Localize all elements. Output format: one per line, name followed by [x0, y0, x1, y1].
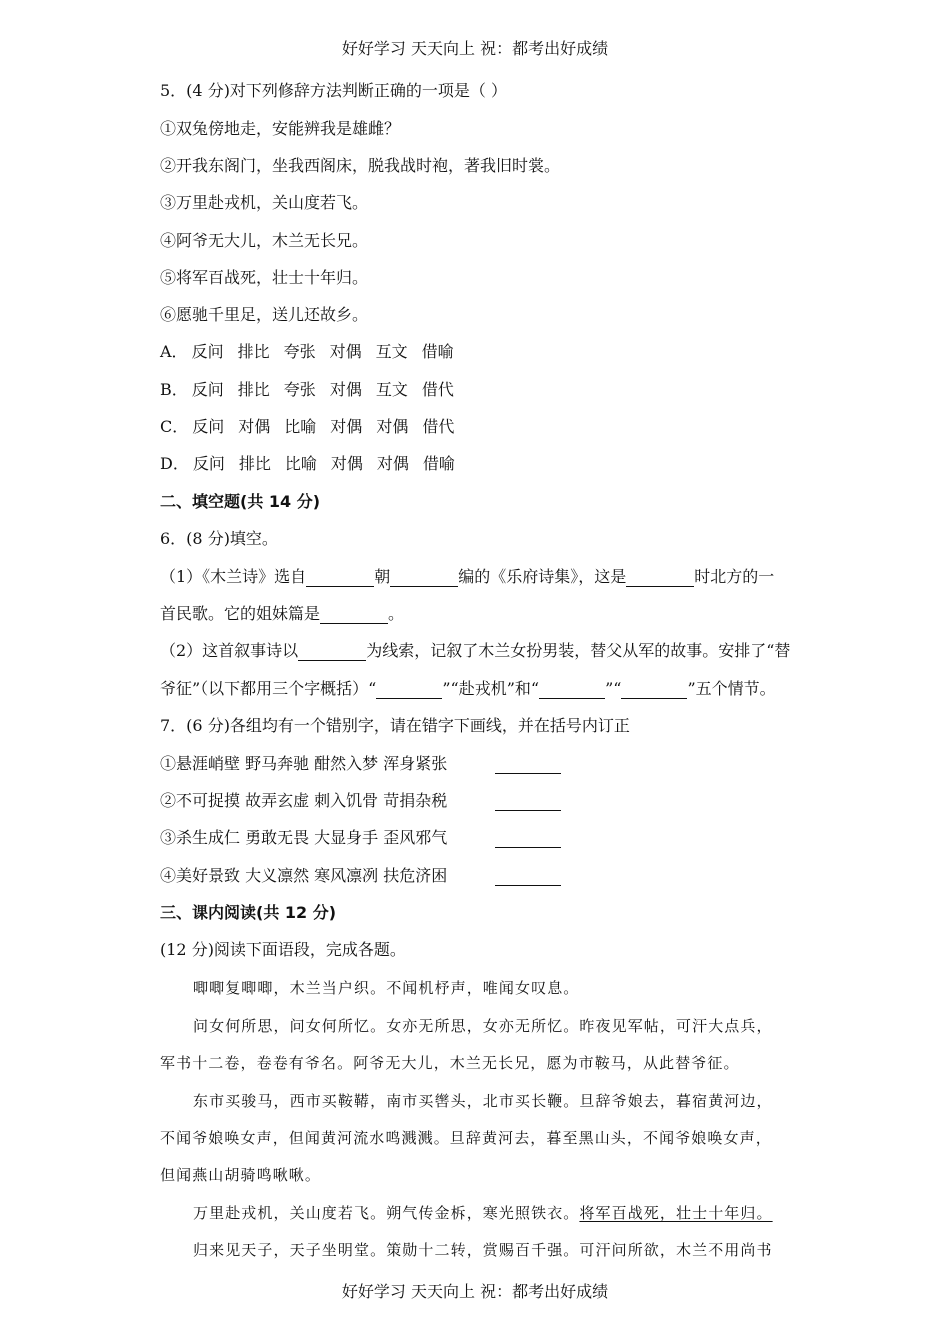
fill-blank[interactable]: [539, 682, 605, 699]
option-word: 夸张: [283, 342, 316, 361]
section-2-heading: 二、填空题(共 14 分): [160, 492, 321, 511]
question-5-stem: 5．(4 分)对下列修辞方法判断正确的一项是（ ）: [160, 81, 508, 100]
text-segment: 。: [388, 604, 405, 623]
q6-part-2-line-2: [160, 679, 776, 699]
option-key: A．: [160, 342, 188, 361]
answer-blank[interactable]: [495, 867, 561, 886]
q6-part-1-line-1: [160, 567, 774, 587]
q7-row-2: ②不可捉摸 故弄玄虚 刺入饥骨 苛捐杂税: [160, 791, 448, 810]
text-segment: （1）《木兰诗》选自: [160, 567, 307, 586]
passage-line: 东市买骏马，西市买鞍鞯，南市买辔头，北市买长鞭。旦辞爷娘去，暮宿黄河边，: [193, 1092, 773, 1110]
option-a[interactable]: [160, 342, 468, 362]
option-d[interactable]: [160, 454, 469, 474]
question-6-stem: 6．(8 分)填空。: [160, 529, 278, 548]
passage-line: 但闻燕山胡骑鸣啾啾。: [160, 1166, 322, 1184]
question-7-stem: 7．(6 分)各组均有一个错别字，请在错字下画线，并在括号内订正: [160, 716, 630, 735]
text-segment: （2）这首叙事诗以: [160, 641, 299, 660]
option-word: 借代: [421, 380, 454, 399]
passage-line: [193, 1203, 773, 1223]
option-word: 比喻: [284, 454, 317, 473]
option-key: B．: [160, 380, 188, 399]
text-segment: 朝: [374, 567, 391, 586]
text-segment: 编的《乐府诗集》，这是: [458, 567, 627, 586]
answer-blank[interactable]: [495, 755, 561, 774]
option-word: 比喻: [284, 417, 317, 436]
q7-row-1: ①悬涯峭壁 野马奔驰 酣然入梦 浑身紧张: [160, 754, 448, 773]
q5-item-6: ⑥愿驰千里足，送儿还故乡。: [160, 305, 369, 324]
fill-blank[interactable]: [376, 682, 442, 699]
text-segment: 为线索，记叙了木兰女扮男装，替父从军的故事。安排了“替: [366, 641, 791, 660]
fill-blank[interactable]: [298, 644, 366, 661]
option-word: 对偶: [330, 454, 363, 473]
passage-line: 唧唧复唧唧，木兰当户织。不闻机杼声，唯闻女叹息。: [193, 979, 580, 997]
text-segment: ”“: [605, 679, 622, 698]
option-word: 互文: [375, 342, 408, 361]
text-segment: 爷征”（以下都用三个字概括）“: [160, 679, 377, 698]
option-word: 借代: [422, 417, 455, 436]
option-word: 排比: [237, 380, 270, 399]
fill-blank[interactable]: [320, 607, 388, 624]
q5-item-5: ⑤将军百战死，壮士十年归。: [160, 268, 369, 287]
section-3-heading: 三、课内阅读(共 12 分): [160, 903, 337, 922]
option-word: 反问: [191, 380, 224, 399]
passage-line: 归来见天子，天子坐明堂。策勋十二转，赏赐百千强。可汗问所欲，木兰不用尚书: [193, 1241, 773, 1259]
option-word: 反问: [192, 454, 225, 473]
option-key: C．: [160, 417, 189, 436]
text-segment: ”“赴戎机”和“: [442, 679, 540, 698]
option-b[interactable]: [160, 380, 468, 400]
option-word: 对偶: [238, 417, 271, 436]
option-word: 借喻: [422, 454, 455, 473]
answer-blank[interactable]: [495, 829, 561, 848]
fill-blank[interactable]: [390, 570, 458, 587]
q7-row-4: ④美好景致 大义凛然 寒风凛冽 扶危济困: [160, 866, 448, 885]
passage-line: 军书十二卷，卷卷有爷名。阿爷无大儿，木兰无长兄，愿为市鞍马，从此替爷征。: [160, 1054, 740, 1072]
option-word: 夸张: [283, 380, 316, 399]
text-segment: 首民歌。它的姐妹篇是: [160, 604, 321, 623]
option-word: 借喻: [421, 342, 454, 361]
passage-line: 问女何所思，问女何所忆。女亦无所思，女亦无所忆。昨夜见军帖，可汗大点兵，: [193, 1017, 773, 1035]
text-segment: ”五个情节。: [687, 679, 776, 698]
option-word: 对偶: [329, 342, 362, 361]
text-segment: 时北方的一: [694, 567, 775, 586]
fill-blank[interactable]: [626, 570, 694, 587]
option-word: 互文: [375, 380, 408, 399]
option-word: 对偶: [330, 417, 363, 436]
option-word: 对偶: [329, 380, 362, 399]
q5-item-3: ③万里赴戎机，关山度若飞。: [160, 193, 369, 212]
fill-blank[interactable]: [306, 570, 374, 587]
option-word: 对偶: [376, 454, 409, 473]
page-header: 好好学习 天天向上 祝：都考出好成绩: [341, 39, 609, 58]
q5-item-1: ①双兔傍地走，安能辨我是雄雌？: [160, 119, 401, 138]
q6-part-2-line-1: [160, 641, 790, 661]
option-c[interactable]: [160, 417, 468, 437]
page-footer: 好好学习 天天向上 祝：都考出好成绩: [341, 1282, 609, 1301]
q6-part-1-line-2: [160, 604, 404, 624]
passage-segment: 万里赴戎机，关山度若飞。朔气传金柝，寒光照铁衣。: [193, 1204, 580, 1222]
q5-item-4: ④阿爷无大儿，木兰无长兄。: [160, 231, 369, 250]
q7-row-3: ③杀生成仁 勇敢无畏 大显身手 歪风邪气: [160, 828, 448, 847]
reading-intro: (12 分)阅读下面语段，完成各题。: [160, 940, 406, 959]
answer-blank[interactable]: [495, 792, 561, 811]
option-word: 排比: [238, 454, 271, 473]
option-word: 反问: [192, 417, 225, 436]
option-word: 反问: [191, 342, 224, 361]
option-word: 对偶: [376, 417, 409, 436]
option-word: 排比: [237, 342, 270, 361]
option-key: D．: [160, 454, 189, 473]
q5-item-2: ②开我东阁门，坐我西阁床，脱我战时袍，著我旧时裳。: [160, 156, 561, 175]
passage-line: 不闻爷娘唤女声，但闻黄河流水鸣溅溅。旦辞黄河去，暮至黑山头，不闻爷娘唤女声，: [160, 1129, 772, 1147]
underlined-sentence: 将军百战死，壮士十年归。: [579, 1204, 773, 1222]
fill-blank[interactable]: [621, 682, 687, 699]
